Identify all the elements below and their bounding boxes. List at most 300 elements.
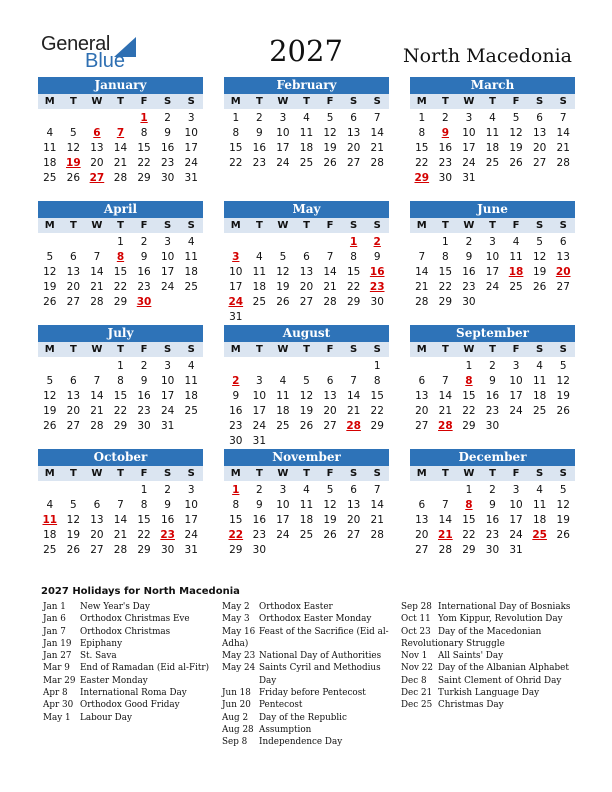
day-cell: 18 (532, 514, 547, 526)
day-cell: 9 (164, 499, 171, 511)
day-cell: 27 (415, 544, 429, 556)
holiday-date: Jan 1 (43, 602, 66, 612)
day-cell: 26 (276, 296, 290, 308)
day-cell: 18 (43, 157, 57, 169)
day-cell: 6 (70, 375, 77, 387)
day-cell: 15 (137, 514, 151, 526)
day-cell: 14 (438, 390, 453, 402)
day-cell: 16 (462, 266, 476, 278)
weekday-label: F (140, 96, 148, 107)
day-cell: 25 (184, 281, 198, 293)
weekday-label: S (373, 220, 381, 231)
empty-cell (295, 235, 319, 250)
empty-cell (295, 359, 319, 374)
holiday-name-continuation: Adha) (222, 638, 249, 649)
weekday-label: F (326, 220, 334, 231)
holiday-name: Independence Day (259, 737, 343, 748)
weekday-label: S (164, 344, 172, 355)
day-cell: 22 (438, 281, 453, 293)
day-cell: 27 (323, 420, 337, 432)
day-cell: 24 (462, 157, 476, 169)
day-cell: 9 (465, 251, 473, 263)
logo-general-text: General (41, 33, 111, 55)
holiday-row (401, 675, 576, 687)
holiday-day-cell: 29 (414, 172, 430, 184)
day-cell: 6 (93, 499, 101, 511)
day-cell: 8 (442, 251, 449, 263)
empty-cell (38, 359, 62, 374)
weekday-label: S (350, 220, 358, 231)
holiday-row (222, 736, 397, 748)
day-cell: 21 (370, 514, 384, 526)
day-grid (224, 359, 389, 449)
weekday-label: M (416, 220, 427, 231)
day-cell: 22 (415, 157, 429, 169)
month-may (224, 201, 389, 325)
month-october (38, 449, 203, 558)
weekday-label: T (117, 220, 124, 231)
day-cell: 29 (438, 296, 453, 308)
day-cell: 24 (160, 405, 175, 417)
day-cell: 5 (512, 112, 520, 124)
day-cell: 7 (373, 484, 381, 496)
weekday-header (38, 466, 203, 481)
day-cell: 4 (256, 251, 263, 263)
day-cell: 20 (532, 142, 547, 154)
day-cell: 5 (559, 360, 567, 372)
empty-cell (85, 111, 109, 126)
day-cell: 3 (187, 484, 195, 496)
holiday-day-cell: 22 (228, 529, 244, 541)
holiday-row (401, 699, 576, 711)
day-cell: 13 (346, 499, 361, 511)
holiday-date: Jan 27 (43, 651, 72, 662)
day-cell: 21 (90, 405, 104, 417)
day-cell: 24 (509, 405, 523, 417)
day-cell: 11 (485, 127, 500, 139)
weekday-label: T (255, 468, 263, 479)
day-grid (38, 359, 203, 434)
weekday-header (38, 218, 203, 233)
day-cell: 11 (184, 251, 198, 263)
day-cell: 12 (323, 127, 337, 139)
day-cell: 27 (90, 544, 104, 556)
day-cell: 5 (46, 375, 54, 387)
day-cell: 22 (113, 281, 128, 293)
holiday-date: Apr 8 (43, 688, 68, 699)
day-cell: 19 (43, 405, 57, 417)
weekday-label: S (187, 220, 195, 231)
weekday-label: T (303, 344, 310, 355)
day-cell: 1 (418, 112, 426, 124)
day-cell: 17 (276, 514, 290, 526)
weekday-label: S (373, 344, 381, 355)
day-cell: 27 (346, 529, 361, 541)
day-cell: 13 (532, 127, 547, 139)
empty-cell (248, 359, 272, 374)
day-cell: 29 (113, 420, 128, 432)
holiday-row (222, 662, 397, 687)
day-cell: 12 (323, 499, 337, 511)
day-cell: 13 (323, 390, 337, 402)
weekday-label: M (416, 96, 427, 107)
day-cell: 28 (90, 296, 104, 308)
weekday-label: F (326, 344, 334, 355)
holiday-name: End of Ramadan (Eid al-Fitr) (80, 663, 210, 674)
day-grid (224, 235, 389, 325)
empty-cell (434, 359, 458, 374)
day-cell: 6 (418, 499, 426, 511)
day-cell: 18 (485, 142, 500, 154)
empty-cell (62, 235, 86, 250)
empty-cell (38, 483, 62, 498)
weekday-label: F (512, 344, 520, 355)
weekday-label: M (230, 344, 241, 355)
holiday-day-cell: 7 (116, 127, 125, 139)
holiday-date: Mar 9 (43, 663, 70, 674)
holiday-name: Yom Kippur, Revolution Day (438, 614, 563, 625)
day-cell: 3 (164, 236, 171, 248)
weekday-header (38, 342, 203, 357)
day-cell: 30 (252, 544, 267, 556)
day-cell: 12 (66, 142, 81, 154)
empty-cell (318, 359, 342, 374)
day-cell: 20 (323, 405, 337, 417)
holiday-day-cell: 11 (42, 514, 58, 526)
day-cell: 7 (93, 251, 101, 263)
holiday-day-cell: 2 (232, 375, 240, 387)
holiday-row (43, 675, 218, 687)
day-cell: 30 (160, 544, 175, 556)
day-cell: 17 (276, 142, 290, 154)
holiday-day-cell: 2 (373, 236, 381, 248)
day-cell: 24 (276, 157, 290, 169)
weekday-label: T (441, 344, 449, 355)
empty-cell (85, 235, 109, 250)
weekday-label: F (140, 468, 148, 479)
weekday-header (224, 466, 389, 481)
day-cell: 31 (229, 311, 243, 323)
day-cell: 29 (462, 544, 476, 556)
weekday-label: S (164, 468, 172, 479)
weekday-label: T (489, 344, 496, 355)
day-cell: 9 (256, 127, 263, 139)
holiday-name: Pentecost (259, 700, 303, 711)
day-cell: 12 (532, 251, 547, 263)
day-cell: 21 (346, 405, 361, 417)
holiday-date: Dec 8 (401, 675, 427, 686)
day-cell: 22 (137, 157, 151, 169)
day-cell: 3 (187, 112, 195, 124)
day-cell: 20 (415, 529, 429, 541)
day-cell: 18 (252, 281, 267, 293)
day-cell: 12 (509, 127, 523, 139)
day-cell: 14 (323, 266, 337, 278)
weekday-label: M (44, 220, 55, 231)
day-cell: 21 (556, 142, 570, 154)
day-cell: 8 (418, 127, 426, 139)
day-cell: 13 (415, 514, 429, 526)
holiday-name: Christmas Day (438, 700, 504, 711)
day-cell: 16 (485, 390, 500, 402)
day-cell: 24 (276, 529, 290, 541)
day-cell: 20 (299, 281, 314, 293)
day-cell: 15 (462, 390, 476, 402)
holiday-name: Friday before Pentecost (259, 688, 366, 699)
empty-cell (318, 235, 342, 250)
day-cell: 27 (299, 296, 314, 308)
holiday-day-cell: 6 (93, 127, 101, 139)
day-cell: 24 (252, 420, 267, 432)
day-cell: 28 (90, 420, 104, 432)
day-cell: 23 (438, 157, 453, 169)
empty-cell (85, 359, 109, 374)
weekday-header (410, 466, 575, 481)
day-cell: 27 (66, 420, 81, 432)
month-title: December (410, 449, 575, 466)
day-cell: 30 (438, 172, 453, 184)
weekday-label: W (277, 96, 289, 107)
weekday-label: S (536, 96, 544, 107)
holiday-day-cell: 23 (369, 281, 385, 293)
day-cell: 18 (43, 529, 57, 541)
holiday-day-cell: 20 (555, 266, 571, 278)
holiday-row (43, 613, 218, 625)
day-cell: 6 (350, 484, 357, 496)
day-cell: 9 (489, 375, 496, 387)
day-cell: 15 (229, 142, 243, 154)
day-cell: 8 (350, 251, 357, 263)
holiday-date: Jan 19 (43, 638, 72, 649)
day-grid (38, 483, 203, 558)
day-cell: 9 (232, 390, 240, 402)
day-cell: 28 (113, 172, 128, 184)
day-cell: 14 (438, 514, 453, 526)
weekday-label: F (140, 220, 148, 231)
day-cell: 4 (489, 112, 496, 124)
month-title: May (224, 201, 389, 218)
day-cell: 11 (43, 142, 57, 154)
day-cell: 19 (43, 281, 57, 293)
day-cell: 5 (279, 251, 287, 263)
day-cell: 1 (465, 484, 473, 496)
weekday-label: T (441, 468, 449, 479)
empty-cell (38, 111, 62, 126)
holiday-name: St. Sava (80, 651, 117, 662)
weekday-label: M (44, 468, 55, 479)
empty-cell (434, 483, 458, 498)
holiday-name: Orthodox Easter (259, 602, 333, 612)
weekday-label: T (69, 468, 77, 479)
day-cell: 30 (229, 435, 243, 447)
day-cell: 25 (252, 296, 267, 308)
holiday-row (43, 712, 218, 724)
day-cell: 3 (465, 112, 473, 124)
holiday-date: May 16 (222, 626, 256, 637)
day-cell: 7 (350, 375, 357, 387)
day-cell: 24 (184, 157, 198, 169)
weekday-label: S (559, 344, 567, 355)
weekday-label: T (303, 468, 310, 479)
weekday-label: S (350, 96, 358, 107)
holiday-day-cell: 1 (349, 236, 358, 248)
day-cell: 2 (489, 360, 496, 372)
holiday-name: National Day of Authorities (259, 651, 382, 662)
day-cell: 30 (485, 544, 500, 556)
day-cell: 29 (229, 544, 243, 556)
holiday-name: Feast of the Sacrifice (Eid al- (259, 626, 389, 637)
day-cell: 22 (462, 405, 476, 417)
holiday-name: Orthodox Easter Monday (259, 614, 372, 625)
day-cell: 29 (346, 296, 361, 308)
day-cell: 8 (117, 375, 124, 387)
empty-cell (224, 235, 248, 250)
day-cell: 1 (232, 112, 240, 124)
holiday-name: Turkish Language Day (438, 688, 540, 699)
day-cell: 26 (43, 420, 57, 432)
month-april (38, 201, 203, 310)
day-cell: 28 (113, 544, 128, 556)
weekday-label: W (463, 468, 475, 479)
holiday-row (43, 601, 218, 613)
holiday-name: Saint Clement of Ohrid Day (438, 675, 562, 686)
day-cell: 10 (160, 375, 175, 387)
day-cell: 6 (326, 375, 334, 387)
day-cell: 15 (137, 142, 151, 154)
month-january (38, 77, 203, 186)
day-cell: 15 (462, 514, 476, 526)
day-cell: 27 (556, 281, 570, 293)
day-cell: 12 (299, 390, 314, 402)
empty-cell (248, 235, 272, 250)
holiday-day-cell: 30 (136, 296, 152, 308)
day-cell: 9 (256, 499, 263, 511)
day-cell: 11 (252, 266, 267, 278)
day-cell: 16 (229, 405, 243, 417)
empty-cell (85, 483, 109, 498)
day-cell: 21 (323, 281, 337, 293)
day-cell: 3 (512, 360, 520, 372)
holiday-date: Mar 29 (43, 675, 76, 686)
day-cell: 23 (462, 281, 476, 293)
month-july (38, 325, 203, 434)
day-cell: 20 (90, 157, 104, 169)
day-cell: 23 (252, 529, 267, 541)
day-cell: 28 (556, 157, 570, 169)
weekday-label: S (187, 468, 195, 479)
holiday-name: Orthodox Christmas (80, 626, 171, 637)
holiday-date: Nov 22 (401, 663, 433, 674)
day-cell: 17 (160, 390, 175, 402)
day-cell: 22 (462, 529, 476, 541)
day-cell: 6 (70, 251, 77, 263)
holiday-day-cell: 25 (532, 529, 547, 541)
page-title-year: 2027 (269, 34, 343, 68)
day-cell: 29 (137, 172, 151, 184)
day-cell: 25 (509, 281, 523, 293)
month-title: February (224, 77, 389, 94)
weekday-label: F (512, 96, 520, 107)
day-cell: 12 (276, 266, 290, 278)
day-cell: 1 (373, 360, 381, 372)
weekday-header (224, 342, 389, 357)
holiday-row (401, 650, 576, 662)
day-cell: 26 (532, 281, 547, 293)
day-cell: 7 (442, 375, 449, 387)
weekday-label: S (373, 96, 381, 107)
holiday-day-cell: 28 (438, 420, 453, 432)
day-cell: 16 (160, 142, 175, 154)
day-cell: 5 (536, 236, 543, 248)
day-cell: 25 (276, 420, 290, 432)
day-cell: 23 (137, 405, 151, 417)
weekday-label: T (489, 96, 496, 107)
day-cell: 31 (184, 544, 198, 556)
day-cell: 10 (184, 499, 198, 511)
day-cell: 12 (556, 499, 570, 511)
weekday-label: W (277, 468, 289, 479)
empty-cell (62, 483, 86, 498)
day-cell: 26 (556, 529, 570, 541)
day-cell: 20 (346, 514, 361, 526)
day-cell: 15 (415, 142, 429, 154)
day-cell: 19 (556, 514, 570, 526)
day-cell: 25 (184, 405, 198, 417)
empty-cell (224, 359, 248, 374)
holiday-date: Jan 6 (43, 614, 66, 625)
empty-cell (271, 359, 295, 374)
day-cell: 24 (160, 281, 175, 293)
weekday-label: S (559, 96, 567, 107)
day-cell: 18 (184, 266, 198, 278)
day-cell: 14 (113, 142, 128, 154)
weekday-label: S (559, 220, 567, 231)
holiday-name: Epiphany (80, 638, 123, 649)
day-cell: 7 (442, 499, 449, 511)
day-cell: 21 (90, 281, 104, 293)
day-cell: 12 (66, 514, 81, 526)
day-cell: 13 (346, 127, 361, 139)
holiday-date: May 24 (222, 663, 256, 674)
holiday-day-cell: 3 (232, 251, 240, 263)
holiday-date: Jun 20 (222, 700, 251, 711)
day-cell: 29 (462, 420, 476, 432)
holiday-day-cell: 24 (228, 296, 244, 308)
month-june (410, 201, 575, 310)
day-cell: 12 (43, 390, 57, 402)
weekday-header (224, 218, 389, 233)
day-grid (38, 111, 203, 186)
day-cell: 5 (326, 112, 334, 124)
day-cell: 31 (509, 544, 523, 556)
holiday-date: Dec 21 (401, 688, 433, 699)
holiday-row (222, 613, 397, 625)
day-cell: 31 (252, 435, 267, 447)
day-cell: 20 (66, 405, 81, 417)
day-cell: 25 (299, 157, 314, 169)
day-cell: 21 (438, 405, 453, 417)
holiday-date: Aug 2 (222, 712, 249, 723)
day-cell: 20 (90, 529, 104, 541)
day-cell: 8 (232, 127, 240, 139)
weekday-label: T (441, 96, 449, 107)
holiday-row (401, 626, 576, 638)
day-cell: 17 (184, 142, 198, 154)
month-title: January (38, 77, 203, 94)
day-cell: 26 (323, 529, 337, 541)
day-cell: 1 (117, 236, 124, 248)
weekday-label: T (303, 96, 310, 107)
